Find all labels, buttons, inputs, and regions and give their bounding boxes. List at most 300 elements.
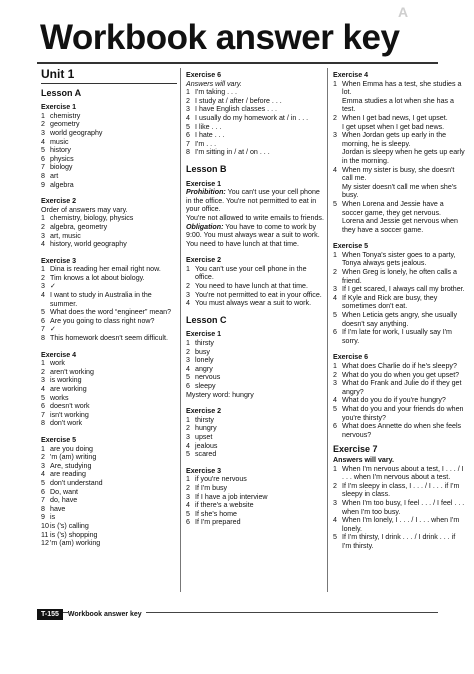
title-rule bbox=[37, 62, 438, 64]
answer-item bbox=[333, 251, 466, 268]
unit-heading: Unit 1 bbox=[41, 67, 75, 81]
item-number: 4 bbox=[41, 385, 45, 393]
answer-item bbox=[333, 80, 466, 114]
item-number: 6 bbox=[41, 316, 45, 325]
answer-item bbox=[41, 240, 177, 249]
item-number: 8 bbox=[41, 334, 45, 343]
answer-list bbox=[186, 475, 325, 527]
item-number: 7 bbox=[186, 139, 190, 148]
answer-item bbox=[186, 356, 325, 365]
exercise-heading: Exercise 4 bbox=[333, 71, 369, 79]
answer-item bbox=[333, 328, 466, 345]
page-number: T-155 bbox=[37, 609, 63, 620]
answer-item bbox=[41, 274, 177, 283]
item-text: ✓ bbox=[50, 325, 56, 334]
item-number: 1 bbox=[333, 464, 337, 473]
item-text: I want to study in Australia in the summer. bbox=[50, 291, 152, 308]
item-number: 1 bbox=[41, 444, 45, 453]
exercise-note: Answers will vary. bbox=[333, 455, 394, 464]
answer-item bbox=[333, 362, 466, 371]
item-text: Are you going to class right now? bbox=[50, 316, 155, 325]
answer-list bbox=[333, 465, 466, 551]
answer-item bbox=[41, 223, 177, 232]
answer-item bbox=[41, 385, 177, 394]
answer-list bbox=[333, 362, 466, 439]
item-line: My sister doesn't call me when she's busy. bbox=[342, 182, 457, 200]
item-text: if there's a website bbox=[195, 501, 254, 510]
item-text: If I'm busy bbox=[195, 483, 228, 492]
lesson-heading: Lesson C bbox=[186, 314, 227, 325]
item-line: Lorena and Jessie get nervous when they have a soccer game. bbox=[342, 217, 458, 234]
item-number: 5 bbox=[186, 122, 190, 131]
answer-item bbox=[41, 163, 177, 172]
item-text bbox=[342, 114, 466, 131]
answer-paragraph bbox=[186, 188, 325, 214]
answer-item bbox=[186, 450, 325, 459]
item-text: works bbox=[50, 393, 69, 402]
column-divider bbox=[327, 68, 328, 592]
answer-item bbox=[186, 373, 325, 382]
item-number: 2 bbox=[186, 424, 190, 433]
answer-item bbox=[333, 396, 466, 405]
answer-item bbox=[333, 285, 466, 294]
item-number: 5 bbox=[333, 199, 337, 208]
answer-item bbox=[41, 112, 177, 121]
answer-item bbox=[333, 379, 466, 396]
item-number: 7 bbox=[41, 496, 45, 505]
answer-list bbox=[186, 265, 325, 308]
answer-item bbox=[186, 299, 325, 308]
item-number: 4 bbox=[333, 293, 337, 302]
item-number: 1 bbox=[333, 250, 337, 259]
item-number: 2 bbox=[186, 347, 190, 356]
item-number: 4 bbox=[186, 441, 190, 450]
item-number: 4 bbox=[333, 396, 337, 405]
answer-item bbox=[186, 140, 325, 149]
item-number: 5 bbox=[186, 509, 190, 518]
answer-item bbox=[41, 334, 177, 343]
item-text: This homework doesn't seem difficult. bbox=[50, 334, 168, 343]
item-number: 1 bbox=[41, 214, 45, 223]
item-number: 1 bbox=[333, 79, 337, 88]
item-number: 9 bbox=[41, 180, 45, 189]
answer-item bbox=[186, 518, 325, 527]
item-text: What do Frank and Julie do if they get angry? bbox=[342, 379, 462, 396]
item-text: I like . . . bbox=[195, 122, 222, 131]
answer-list bbox=[186, 339, 325, 391]
item-number: 6 bbox=[186, 131, 190, 140]
answer-item bbox=[333, 465, 466, 482]
answer-list bbox=[186, 416, 325, 459]
answer-list bbox=[41, 214, 177, 248]
answer-item bbox=[186, 433, 325, 442]
item-text: world geography bbox=[50, 128, 103, 137]
item-text: chemistry bbox=[50, 111, 81, 120]
item-text: What do you and your friends do when you're thirsty? bbox=[342, 404, 464, 422]
item-number: 1 bbox=[41, 359, 45, 368]
item-number: 7 bbox=[41, 410, 45, 419]
exercise-heading: Exercise 5 bbox=[333, 242, 369, 251]
answer-item bbox=[41, 496, 177, 505]
item-text: art, music bbox=[50, 231, 81, 240]
item-number: 8 bbox=[41, 419, 45, 428]
item-number: 3 bbox=[41, 282, 45, 291]
item-number: 2 bbox=[41, 453, 45, 462]
item-text bbox=[342, 200, 466, 234]
answer-item bbox=[186, 348, 325, 357]
answer-item bbox=[41, 265, 177, 274]
item-number: 6 bbox=[186, 518, 190, 527]
item-number: 4 bbox=[186, 364, 190, 373]
item-number: 1 bbox=[186, 264, 190, 273]
item-text: algebra bbox=[50, 180, 74, 189]
answer-item bbox=[186, 484, 325, 493]
answer-item bbox=[41, 120, 177, 129]
item-number: 2 bbox=[333, 113, 337, 122]
item-text: don't work bbox=[50, 419, 83, 428]
item-text: I usually do my homework at / in . . . bbox=[195, 113, 309, 122]
exercise-note: Order of answers may vary. bbox=[41, 205, 128, 214]
answer-item bbox=[41, 505, 177, 514]
unit-rule bbox=[41, 83, 177, 84]
item-text: You can't use your cell phone in the office. bbox=[195, 264, 307, 282]
answer-item bbox=[41, 317, 177, 326]
item-text: If I'm thirsty, I drink . . . / I drink . . . if I'm thirsty. bbox=[342, 533, 456, 550]
item-number: 3 bbox=[41, 461, 45, 470]
answer-item bbox=[333, 294, 466, 311]
item-text: When Greg is lonely, he often calls a friend. bbox=[342, 268, 458, 285]
lesson-heading: Lesson B bbox=[186, 163, 227, 174]
answer-item bbox=[186, 416, 325, 425]
item-number: 5 bbox=[41, 146, 45, 155]
answer-item bbox=[186, 501, 325, 510]
answer-item bbox=[333, 131, 466, 165]
answer-item bbox=[186, 510, 325, 519]
answer-item bbox=[41, 359, 177, 368]
answer-item bbox=[41, 531, 177, 540]
item-text bbox=[342, 166, 466, 200]
exercise-heading: Exercise 1 bbox=[41, 103, 77, 112]
exercise-heading: Exercise 2 bbox=[41, 197, 77, 206]
item-number: 10 bbox=[41, 521, 49, 530]
item-text: Do, want bbox=[50, 487, 78, 496]
answer-item bbox=[41, 394, 177, 403]
answer-item bbox=[186, 339, 325, 348]
item-number: 6 bbox=[186, 382, 190, 390]
item-text: If I have a job interview bbox=[195, 492, 268, 501]
item-line: Emma studies a lot when she has a test. bbox=[342, 96, 454, 114]
item-text: don't understand bbox=[50, 478, 103, 487]
item-text: thirsty bbox=[195, 415, 214, 424]
item-text: What do you do when you get upset? bbox=[342, 370, 460, 379]
answer-item bbox=[41, 325, 177, 334]
answer-item bbox=[186, 365, 325, 374]
header-ghost-letter: A bbox=[398, 4, 409, 20]
item-text: If Kyle and Rick are busy, they sometimes don't eat. bbox=[342, 293, 438, 311]
answer-item bbox=[41, 155, 177, 164]
answer-list bbox=[186, 88, 325, 157]
item-text: What does Charlie do if he's sleepy? bbox=[342, 362, 457, 370]
item-number: 6 bbox=[41, 402, 45, 411]
answer-item bbox=[41, 402, 177, 411]
item-text bbox=[342, 131, 466, 165]
exercise-heading: Exercise 1 bbox=[186, 179, 222, 188]
answer-item bbox=[333, 371, 466, 380]
item-text: do, have bbox=[50, 496, 78, 505]
item-number: 6 bbox=[41, 154, 45, 163]
answer-item bbox=[41, 308, 177, 317]
item-text: angry bbox=[195, 364, 213, 373]
item-text: ✓ bbox=[50, 282, 56, 291]
answer-item bbox=[41, 368, 177, 377]
item-text: What do you do if you're hungry? bbox=[342, 396, 446, 405]
item-number: 2 bbox=[333, 268, 337, 277]
answer-item bbox=[41, 470, 177, 479]
item-number: 8 bbox=[41, 504, 45, 513]
item-text: history bbox=[50, 146, 71, 155]
answer-item bbox=[186, 493, 325, 502]
item-number: 2 bbox=[333, 370, 337, 379]
item-number: 2 bbox=[186, 483, 190, 492]
answer-paragraph bbox=[186, 223, 325, 249]
lesson-heading: Lesson A bbox=[41, 87, 82, 98]
item-number: 1 bbox=[41, 265, 45, 274]
answer-item bbox=[186, 382, 325, 391]
item-number: 3 bbox=[186, 492, 190, 501]
exercise-heading: Exercise 4 bbox=[41, 350, 77, 359]
item-number: 2 bbox=[41, 222, 45, 231]
item-number: 5 bbox=[41, 308, 45, 317]
answer-item bbox=[41, 462, 177, 471]
item-number: 4 bbox=[186, 113, 190, 122]
item-text: If I'm sleepy in class, I . . . / I . . . if I'm sleepy in class. bbox=[342, 481, 460, 499]
answer-item bbox=[333, 516, 466, 533]
answer-list bbox=[333, 80, 466, 235]
item-number: 5 bbox=[41, 478, 45, 487]
item-number: 1 bbox=[186, 415, 190, 424]
answer-item bbox=[41, 291, 177, 308]
item-text: busy bbox=[195, 347, 210, 356]
exercise-heading: Exercise 3 bbox=[41, 256, 77, 265]
answer-item bbox=[186, 424, 325, 433]
answer-item bbox=[41, 376, 177, 385]
item-text: music bbox=[50, 137, 69, 146]
item-number: 1 bbox=[41, 111, 45, 120]
item-text: I hate . . . bbox=[195, 131, 225, 140]
answer-item bbox=[186, 265, 325, 282]
answer-item bbox=[333, 268, 466, 285]
answer-item bbox=[333, 200, 466, 234]
item-number: 7 bbox=[41, 325, 45, 334]
item-text: nervous bbox=[195, 373, 221, 382]
item-text: scared bbox=[195, 450, 217, 459]
obligation-label: Obligation: bbox=[186, 222, 224, 231]
item-number: 4 bbox=[41, 470, 45, 479]
answer-item bbox=[186, 442, 325, 451]
answer-item bbox=[41, 282, 177, 291]
item-number: 2 bbox=[186, 96, 190, 105]
page-title: Workbook answer key bbox=[40, 18, 400, 57]
answer-list bbox=[41, 359, 177, 428]
answer-item bbox=[186, 88, 325, 97]
item-text: Are, studying bbox=[50, 461, 92, 470]
item-number: 2 bbox=[41, 273, 45, 282]
item-text: thirsty bbox=[195, 339, 214, 348]
item-line: When I get bad news, I get upset. bbox=[342, 113, 448, 122]
item-number: 3 bbox=[333, 379, 337, 388]
answer-list bbox=[41, 445, 177, 548]
page-footer bbox=[37, 609, 146, 620]
item-number: 4 bbox=[41, 291, 45, 300]
item-number: 2 bbox=[41, 367, 45, 376]
item-line: I get upset when I get bad news. bbox=[342, 122, 445, 131]
item-text: is bbox=[50, 513, 56, 522]
item-number: 7 bbox=[41, 163, 45, 172]
item-text: if you're nervous bbox=[195, 475, 247, 484]
answer-item bbox=[186, 475, 325, 484]
mystery-word: Mystery word: hungry bbox=[186, 390, 254, 399]
item-text: are you doing bbox=[50, 444, 93, 453]
item-text: You must always wear a suit to work. bbox=[195, 299, 312, 308]
item-text: If she's home bbox=[195, 509, 237, 518]
item-number: 4 bbox=[41, 137, 45, 146]
item-text: 'm (am) working bbox=[50, 539, 101, 548]
item-number: 3 bbox=[333, 131, 337, 140]
item-number: 5 bbox=[333, 404, 337, 413]
answer-item bbox=[186, 131, 325, 140]
item-text: have bbox=[50, 504, 66, 513]
answer-item bbox=[333, 533, 466, 550]
answer-item bbox=[41, 214, 177, 223]
answer-item bbox=[41, 488, 177, 497]
answer-item bbox=[41, 232, 177, 241]
item-number: 1 bbox=[186, 339, 190, 348]
item-number: 3 bbox=[186, 105, 190, 114]
item-text: When Tonya's sister goes to a party, Tonya always gets jealous. bbox=[342, 250, 456, 268]
item-number: 1 bbox=[333, 362, 337, 370]
item-text: geometry bbox=[50, 120, 80, 129]
item-text: Tim knows a lot about biology. bbox=[50, 273, 145, 282]
answer-item bbox=[333, 166, 466, 200]
item-number: 2 bbox=[186, 282, 190, 291]
item-text: What does Annette do when she feels nervous? bbox=[342, 422, 462, 439]
answer-item bbox=[186, 282, 325, 291]
answer-item bbox=[186, 105, 325, 114]
item-text: You need to have lunch at that time. bbox=[195, 282, 308, 291]
exercise-heading: Exercise 6 bbox=[186, 71, 222, 79]
answer-item bbox=[41, 411, 177, 420]
item-text: I have English classes . . . bbox=[195, 105, 278, 114]
item-text: chemistry, biology, physics bbox=[50, 214, 134, 223]
item-number: 5 bbox=[333, 533, 337, 542]
answer-item bbox=[186, 291, 325, 300]
item-text: doesn't work bbox=[50, 402, 90, 411]
exercise-heading: Exercise 2 bbox=[186, 407, 222, 416]
item-number: 3 bbox=[333, 498, 337, 507]
item-text: hungry bbox=[195, 424, 217, 433]
item-text: are working bbox=[50, 385, 87, 393]
item-number: 4 bbox=[41, 240, 45, 249]
item-text: I'm taking . . . bbox=[195, 88, 237, 97]
item-text: upset bbox=[195, 432, 213, 441]
column-1 bbox=[41, 68, 177, 548]
item-number: 3 bbox=[41, 376, 45, 385]
item-text: What does the word “engineer” mean? bbox=[50, 308, 172, 317]
answer-text: You can't use your cell phone in the office. You're not permitted to eat in your office. bbox=[186, 188, 320, 214]
answer-item bbox=[41, 513, 177, 522]
item-number: 4 bbox=[333, 165, 337, 174]
answer-item bbox=[41, 522, 177, 531]
item-number: 3 bbox=[41, 128, 45, 137]
item-number: 2 bbox=[41, 120, 45, 129]
item-text: If I get scared, I always call my brother. bbox=[342, 285, 465, 294]
item-number: 6 bbox=[333, 328, 337, 337]
item-number: 3 bbox=[186, 432, 190, 441]
item-text: When I'm too busy, I feel . . . / I feel . . . when I'm too busy. bbox=[342, 498, 465, 516]
item-number: 2 bbox=[333, 481, 337, 490]
item-text: I study at / after / before . . . bbox=[195, 96, 282, 105]
answer-item bbox=[186, 114, 325, 123]
answer-item bbox=[333, 482, 466, 499]
item-text bbox=[342, 80, 466, 114]
answer-list bbox=[41, 265, 177, 342]
item-number: 3 bbox=[333, 285, 337, 294]
answer-item bbox=[333, 311, 466, 328]
item-text: 'm (am) writing bbox=[50, 453, 97, 462]
item-text: biology bbox=[50, 163, 73, 172]
item-text: physics bbox=[50, 154, 74, 163]
answer-item bbox=[41, 453, 177, 462]
item-number: 5 bbox=[186, 450, 190, 459]
answer-item bbox=[41, 419, 177, 428]
item-text: I'm sitting in / at / on . . . bbox=[195, 148, 270, 157]
item-number: 1 bbox=[186, 88, 190, 97]
item-number: 12 bbox=[41, 539, 49, 548]
item-text: If I'm prepared bbox=[195, 518, 241, 527]
answer-item bbox=[41, 479, 177, 488]
item-number: 3 bbox=[186, 356, 190, 365]
item-text: jealous bbox=[195, 441, 218, 450]
item-text: You're not permitted to eat in your office. bbox=[195, 290, 322, 299]
exercise-heading: Exercise 3 bbox=[186, 466, 222, 475]
item-line: Jordan is sleepy when he gets up early in the morning. bbox=[342, 148, 465, 165]
exercise-note: Answers will vary. bbox=[186, 79, 242, 88]
exercise-heading: Exercise 5 bbox=[41, 435, 77, 444]
answer-item bbox=[41, 445, 177, 454]
item-text: When Leticia gets angry, she usually doesn't say anything. bbox=[342, 311, 458, 328]
column-divider bbox=[180, 68, 181, 592]
column-2 bbox=[186, 68, 325, 527]
answer-item bbox=[333, 114, 466, 131]
item-line: When Lorena and Jessie have a soccer game, they get nervous. bbox=[342, 199, 444, 217]
answer-paragraph: You're not allowed to write emails to friends. bbox=[186, 213, 324, 222]
item-text: work bbox=[50, 359, 65, 368]
answer-item bbox=[41, 129, 177, 138]
exercise-heading: Exercise 1 bbox=[186, 330, 222, 339]
item-text: is working bbox=[50, 376, 82, 385]
item-text: I'm . . . bbox=[195, 139, 217, 148]
item-number: 4 bbox=[333, 516, 337, 525]
item-line: When Jordan gets up early in the morning, he is sleepy. bbox=[342, 131, 447, 148]
answer-item bbox=[41, 539, 177, 548]
answer-item bbox=[41, 146, 177, 155]
item-text: algebra, geometry bbox=[50, 222, 108, 231]
item-number: 5 bbox=[333, 311, 337, 320]
item-number: 1 bbox=[186, 475, 190, 484]
item-number: 3 bbox=[41, 231, 45, 240]
item-number: 8 bbox=[41, 171, 45, 180]
item-number: 6 bbox=[41, 487, 45, 496]
